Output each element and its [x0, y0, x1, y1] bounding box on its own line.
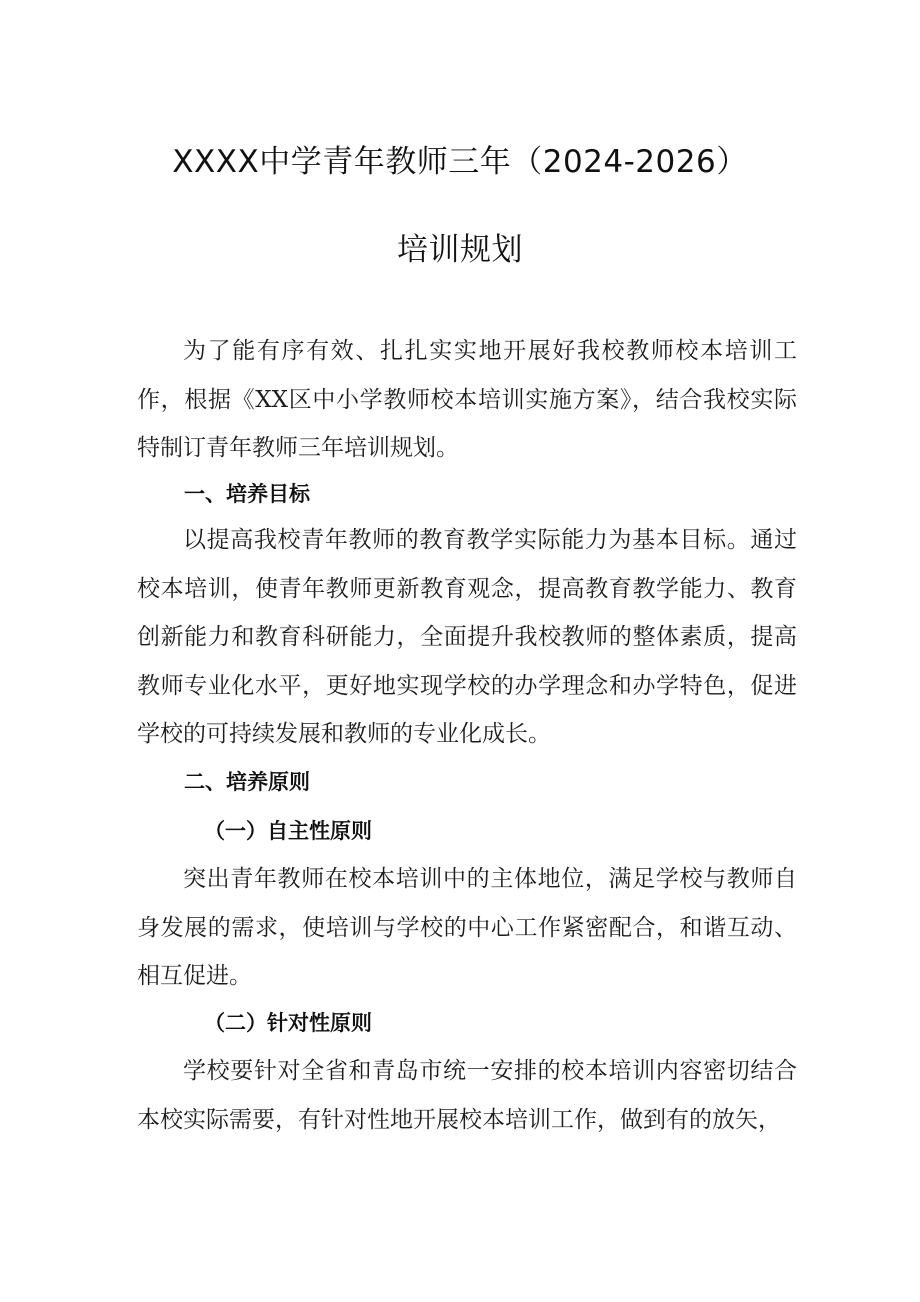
- goals-paragraph: 以提高我校青年教师的教育教学实际能力为基本目标。通过校本培训，使青年教师更新教育观念，提高教育教学能力、教育创新能力和教育科研能力，全面提升我校教师的整体素质，提高教师专业化水平，更好地实现学校的办学理念和办学特色，促进学校的可持续发展和教师的专业化成长。: [137, 527, 797, 747]
- document-title-line2: 培训规划: [397, 232, 523, 268]
- document-title-line1: XXXX中学青年教师三年（2024-2026）: [172, 144, 748, 180]
- subsection-heading-autonomy: （一）自主性原则: [204, 819, 372, 843]
- targeted-paragraph: 学校要针对全省和青岛市统一安排的校本培训内容密切结合本校实际需要，有针对性地开展校本培训工作，做到有的放矢，: [137, 1058, 797, 1133]
- section-heading-principles: 二、培养原则: [184, 770, 310, 794]
- section-heading-goals: 一、培养目标: [184, 482, 310, 506]
- subsection-heading-targeted: （二）针对性原则: [204, 1011, 372, 1035]
- autonomy-paragraph: 突出青年教师在校本培训中的主体地位，满足学校与教师自身发展的需求，使培训与学校的中心工作紧密配合，和谐互动、相互促进。: [137, 866, 797, 989]
- intro-paragraph: 为了能有序有效、扎扎实实地开展好我校教师校本培训工作，根据《XX区中小学教师校本培训实施方案》，结合我校实际特制订青年教师三年培训规划。: [137, 338, 797, 461]
